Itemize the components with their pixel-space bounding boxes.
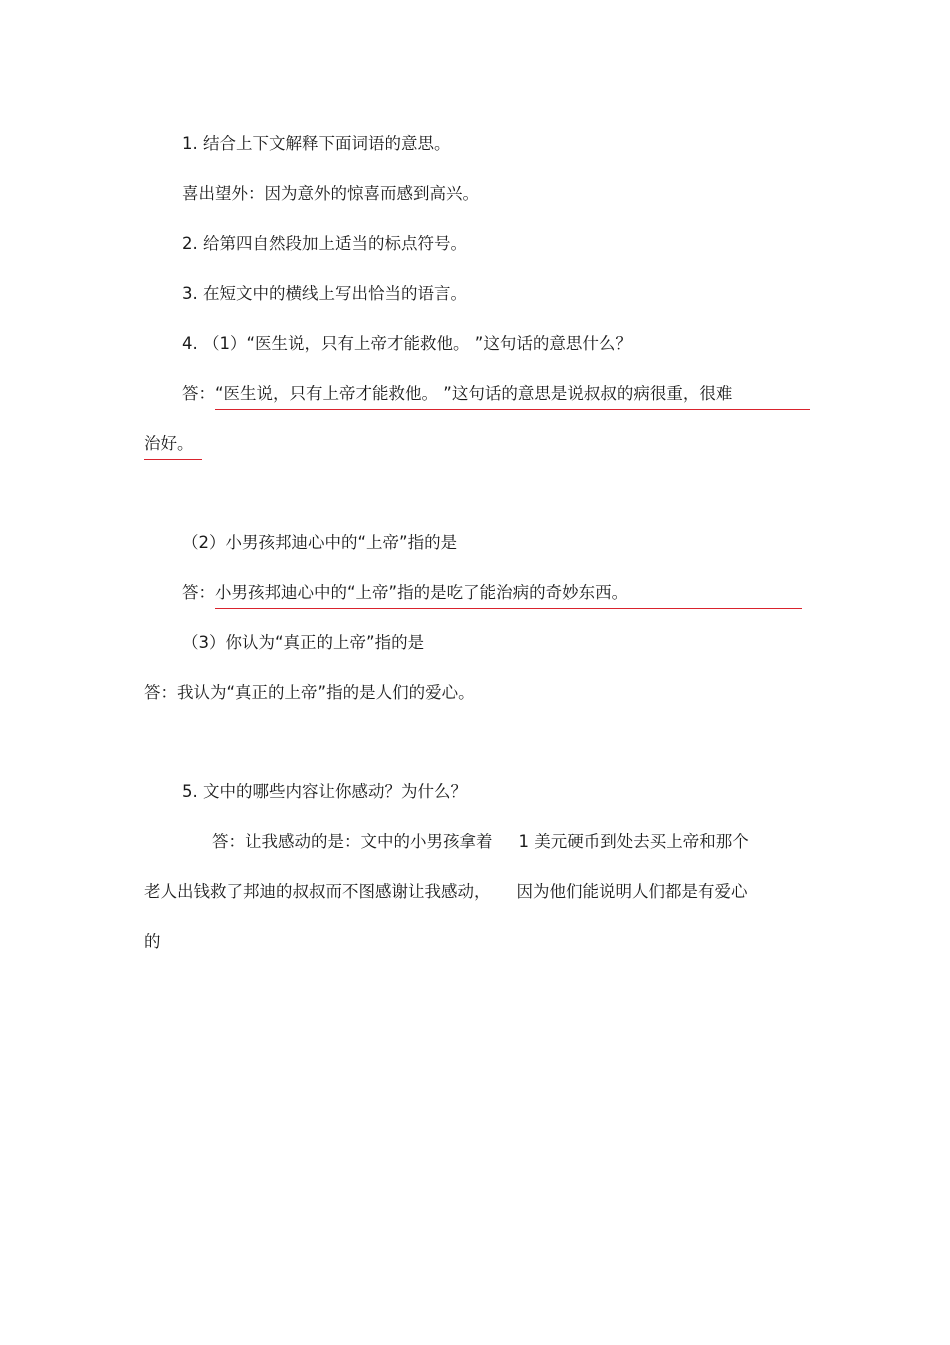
- answer-4-1-line-2: [144, 432, 194, 456]
- answer-4-1-line-1: [182, 382, 732, 406]
- question-4-2: （2）小男孩邦迪心中的“上帝”指的是: [182, 533, 458, 552]
- answer-5-segment: 答：让我感动的是：文中的小男孩拿着: [212, 832, 493, 851]
- underlined-answer: 小男孩邦迪心中的“上帝”指的是吃了能治病的奇妙东西。: [215, 581, 628, 605]
- question-5: 5. 文中的哪些内容让你感动？为什么？: [182, 782, 467, 801]
- answer-5-line-2: [144, 880, 748, 904]
- question-1: 1. 结合上下文解释下面词语的意思。: [182, 134, 451, 153]
- question-4-1: 4. （1）“医生说，只有上帝才能救他。 ”这句话的意思什么？: [182, 334, 632, 353]
- answer-1: 喜出望外：因为意外的惊喜而感到高兴。: [182, 184, 479, 203]
- answer-4-3: 答：我认为“真正的上帝”指的是人们的爱心。: [144, 683, 475, 702]
- question-3: 3. 在短文中的横线上写出恰当的语言。: [182, 284, 467, 303]
- answer-prefix: 答：: [182, 583, 215, 602]
- answer-5-segment: 1 美元硬币到处去买上帝和那个: [518, 832, 749, 851]
- answer-4-2: [182, 581, 628, 605]
- answer-5-line-3: 的: [144, 932, 161, 951]
- answer-5-segment: 老人出钱救了邦迪的叔叔而不图感谢让我感动，: [144, 882, 491, 901]
- underlined-answer: “医生说，只有上帝才能救他。 ”这句话的意思是说叔叔的病很重，很难: [215, 382, 732, 406]
- question-4-3: （3）你认为“真正的上帝”指的是: [182, 633, 425, 652]
- answer-prefix: 答：: [182, 384, 215, 403]
- answer-5-line-1: [212, 830, 749, 854]
- underlined-answer-continued: 治好。: [144, 432, 194, 456]
- answer-5-segment: 因为他们能说明人们都是有爱心: [516, 882, 748, 901]
- question-2: 2. 给第四自然段加上适当的标点符号。: [182, 234, 467, 253]
